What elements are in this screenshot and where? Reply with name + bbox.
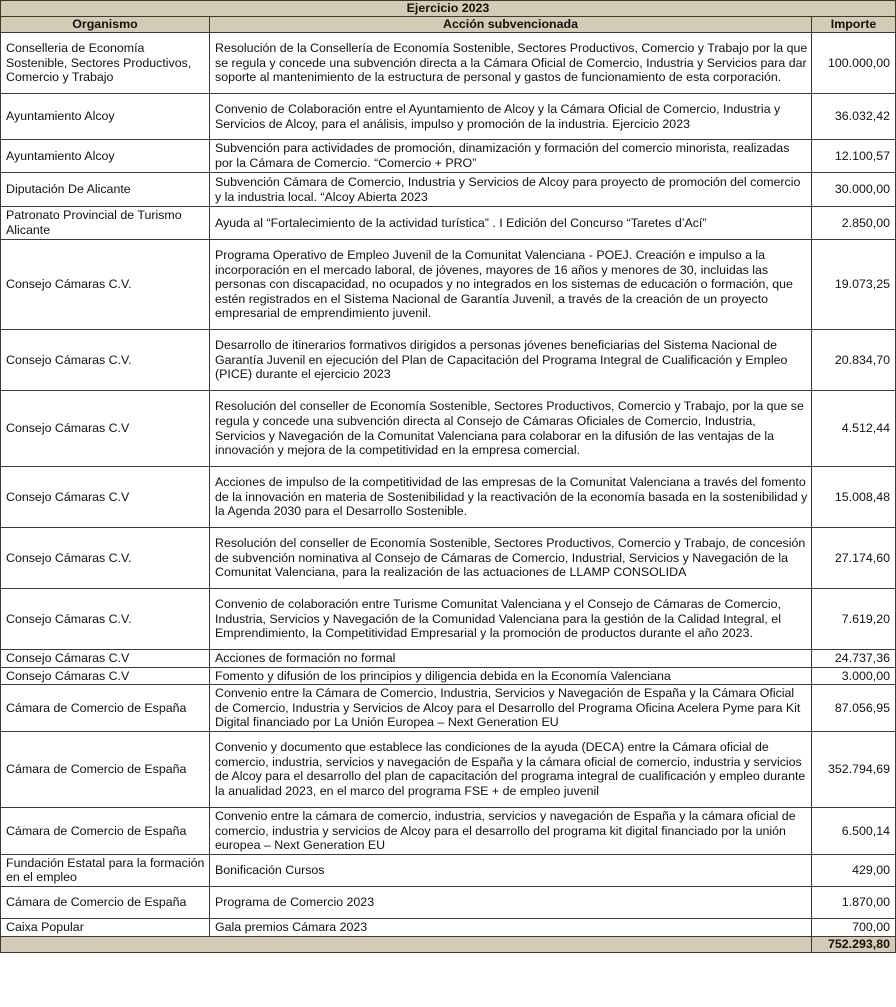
table-row [1, 33, 896, 94]
total-row [1, 936, 896, 952]
cell-importe: 20.834,70 [812, 330, 896, 391]
cell-organismo: Consejo Cámaras C.V [1, 667, 210, 685]
cell-organismo: Cámara de Comercio de España [1, 886, 210, 918]
cell-importe: 15.008,48 [812, 467, 896, 528]
cell-organismo: Consejo Cámaras C.V [1, 391, 210, 467]
year-row [1, 1, 896, 17]
cell-accion: Convenio y documento que establece las condiciones de la ayuda (DECA) entre la Cámara oficial de comercio, industria, servicios y navegación de España y la cámara oficial de comercio, industria y servicios de Alcoy para el desarrollo del plan de capacitación del programa integral de cualificación y empleo durante la anualidad 2023, en el marco del programa FSE + de empleo juvenil [210, 731, 812, 807]
cell-importe: 12.100,57 [812, 140, 896, 173]
cell-organismo: Ayuntamiento Alcoy [1, 140, 210, 173]
cell-importe: 429,00 [812, 854, 896, 886]
table-row [1, 207, 896, 240]
cell-organismo: Cámara de Comercio de España [1, 685, 210, 732]
cell-accion: Acciones de formación no formal [210, 650, 812, 668]
cell-organismo: Consejo Cámaras C.V. [1, 589, 210, 650]
cell-accion: Convenio entre la Cámara de Comercio, Industria, Servicios y Navegación de España y la Cámara Oficial de Comercio, Industria y Servicios de Alcoy para el Desarrollo del Programa Oficina Acelera Pyme para Kit Digital financiado por La Unión Europea – Next Generation EU [210, 685, 812, 732]
table-row [1, 918, 896, 936]
table-row [1, 140, 896, 173]
cell-organismo: Consejo Cámaras C.V. [1, 240, 210, 330]
cell-organismo: Consejo Cámaras C.V [1, 467, 210, 528]
cell-importe: 6.500,14 [812, 807, 896, 854]
table-row [1, 731, 896, 807]
header-importe: Importe [812, 17, 896, 33]
table-row [1, 854, 896, 886]
cell-importe: 24.737,36 [812, 650, 896, 668]
cell-accion: Bonificación Cursos [210, 854, 812, 886]
total-spacer [1, 936, 812, 952]
table-row [1, 391, 896, 467]
cell-accion: Convenio de Colaboración entre el Ayuntamiento de Alcoy y la Cámara Oficial de Comercio, Industria y Servicios de Alcoy, para el análisis, impulso y promoción de la industria. Ejercicio 2023 [210, 94, 812, 140]
cell-accion: Subvención Cámara de Comercio, Industria y Servicios de Alcoy para proyecto de promoción del comercio y la industria local. “Alcoy Abierta 2023 [210, 173, 812, 207]
cell-importe: 700,00 [812, 918, 896, 936]
cell-importe: 1.870,00 [812, 886, 896, 918]
cell-organismo: Ayuntamiento Alcoy [1, 94, 210, 140]
cell-importe: 87.056,95 [812, 685, 896, 732]
cell-accion: Fomento y difusión de los principios y diligencia debida en la Economía Valenciana [210, 667, 812, 685]
table-row [1, 685, 896, 732]
table-row [1, 807, 896, 854]
cell-accion: Resolución del conseller de Economía Sostenible, Sectores Productivos, Comercio y Trabajo, por la que se regula y concede una subvención directa al Consejo de Cámaras Oficiales de Comercio, Industria, Servicios y Navegación de la Comunitat Valenciana para colaborar en la difusión de las ventajas de la innovación y mejora de la competitividad en la empresa comercial. [210, 391, 812, 467]
cell-importe: 2.850,00 [812, 207, 896, 240]
cell-importe: 30.000,00 [812, 173, 896, 207]
cell-importe: 352.794,69 [812, 731, 896, 807]
cell-importe: 27.174,60 [812, 528, 896, 589]
cell-importe: 19.073,25 [812, 240, 896, 330]
cell-accion: Programa Operativo de Empleo Juvenil de la Comunitat Valenciana - POEJ. Creación e impulso a la incorporación en el mercado laboral, de jóvenes, mayores de 16 años y menores de 30, incluidas las personas con discapacidad, no ocupados y no integrados en los sistemas de educación o formación, que estén registrados en el Sistema Nacional de Garantía Juvenil, a través de la creación de un proyecto empresarial de emprendimiento juvenil. [210, 240, 812, 330]
cell-organismo: Patronato Provincial de Turismo Alicante [1, 207, 210, 240]
header-row [1, 17, 896, 33]
table-title: Ejercicio 2023 [1, 1, 896, 17]
table-row [1, 240, 896, 330]
header-organismo: Organismo [1, 17, 210, 33]
cell-organismo: Consejo Cámaras C.V [1, 650, 210, 668]
cell-organismo: Consejo Cámaras C.V. [1, 528, 210, 589]
cell-organismo: Caixa Popular [1, 918, 210, 936]
cell-accion: Acciones de impulso de la competitividad de las empresas de la Comunitat Valenciana a través del fomento de la innovación en materia de Sostenibilidad y la reactivación de la economía basada en la sostenibilidad y la Agenda 2030 para el Desarrollo Sostenible. [210, 467, 812, 528]
table-row [1, 886, 896, 918]
cell-accion: Ayuda al “Fortalecimiento de la actividad turística” . I Edición del Concurso “Taretes d’Ací” [210, 207, 812, 240]
cell-accion: Resolución de la Consellería de Economía Sostenible, Sectores Productivos, Comercio y Trabajo por la que se regula y concede una subvención directa a la Cámara Oficial de Comercio, Industria y Servicios para dar soporte al mantenimiento de la estructura de personal y gastos de funcionamiento de esta corporación. [210, 33, 812, 94]
cell-accion: Resolución del conseller de Economía Sostenible, Sectores Productivos, Comercio y Trabajo, de concesión de subvención nominativa al Consejo de Cámaras de Comercio, Industrial, Servicios y Navegación de la Comunitat Valenciana, para la realización de las actuaciones de LLAMP CONSOLIDA [210, 528, 812, 589]
cell-accion: Desarrollo de itinerarios formativos dirigidos a personas jóvenes beneficiarias del Sistema Nacional de Garantía Juvenil en ejecución del Plan de Capacitación del Programa Integral de Cualificación y Empleo (PICE) durante el ejercicio 2023 [210, 330, 812, 391]
table-row [1, 467, 896, 528]
total-amount: 752.293,80 [812, 936, 896, 952]
cell-accion: Convenio de colaboración entre Turisme Comunitat Valenciana y el Consejo de Cámaras de Comercio, Industria, Servicios y Navegación de la Comunidad Valenciana para la gestión de la Calidad Integral, el Emprendimiento, la Competitividad Empresarial y la promoción de productos durante el año 2023. [210, 589, 812, 650]
cell-organismo: Consejo Cámaras C.V. [1, 330, 210, 391]
table-row [1, 330, 896, 391]
table-row [1, 650, 896, 668]
cell-importe: 100.000,00 [812, 33, 896, 94]
table-row [1, 173, 896, 207]
table-row [1, 94, 896, 140]
cell-organismo: Cámara de Comercio de España [1, 731, 210, 807]
cell-organismo: Conselleria de Economía Sostenible, Sectores Productivos, Comercio y Trabajo [1, 33, 210, 94]
cell-importe: 7.619,20 [812, 589, 896, 650]
cell-importe: 4.512,44 [812, 391, 896, 467]
cell-organismo: Cámara de Comercio de España [1, 807, 210, 854]
table-row [1, 528, 896, 589]
cell-accion: Subvención para actividades de promoción, dinamización y formación del comercio minorista, realizadas por la Cámara de Comercio. “Comercio + PRO” [210, 140, 812, 173]
cell-accion: Gala premios Cámara 2023 [210, 918, 812, 936]
header-accion: Acción subvencionada [210, 17, 812, 33]
cell-accion: Convenio entre la cámara de comercio, industria, servicios y navegación de España y la cámara oficial de comercio, industria y servicios de Alcoy para el desarrollo del programa kit digital financiado por la unión europea – Next Generation EU [210, 807, 812, 854]
cell-organismo: Diputación De Alicante [1, 173, 210, 207]
cell-importe: 3.000,00 [812, 667, 896, 685]
table-row [1, 667, 896, 685]
table-row [1, 589, 896, 650]
cell-importe: 36.032,42 [812, 94, 896, 140]
cell-organismo: Fundación Estatal para la formación en el empleo [1, 854, 210, 886]
cell-accion: Programa de Comercio 2023 [210, 886, 812, 918]
